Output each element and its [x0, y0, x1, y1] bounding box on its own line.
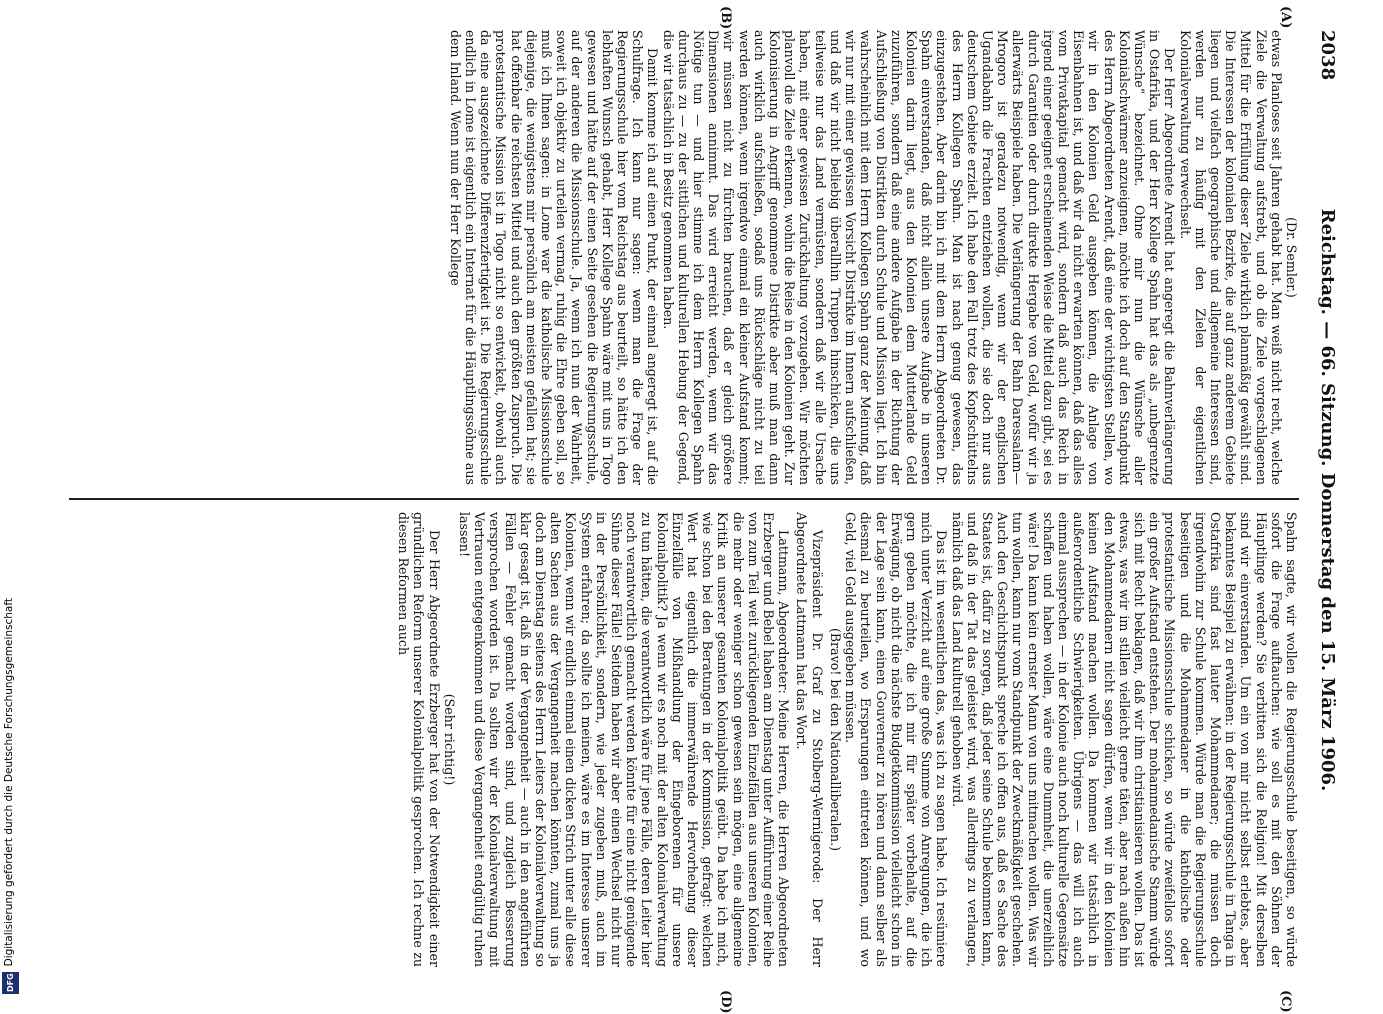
running-title: Reichstag. — 66. Sitzung. Donnerstag den 15. März 1906. [1317, 208, 1339, 792]
applause-note: (Bravo! bei den Nationalliberalen.) [827, 627, 843, 852]
column-divider [69, 498, 1299, 500]
dfg-logo: DFG [2, 972, 19, 994]
paragraph: Der Herr Abgeordnete Erzberger hat von der Notwendigkeit einer gründlichen Reform unserer Kolonialpolitik gesprochen. Ich rechne zu diesen Reformen auch [396, 512, 442, 967]
rotated-newspaper-page [55, 6, 1345, 1014]
vice-president-line: Vizepräsident Dr. Graf zu Stolberg-Wernigerode: Der Herr Abgeordnete Lattmann hat das Wort. [794, 512, 825, 967]
section-mark-a: (A) [1278, 6, 1293, 29]
page-number: 2038 [1317, 30, 1339, 81]
paragraph: Der Herr Abgeordnete Arendt hat angeregt die Bahnverlängerung in Ostafrika, und der Herr Kollege Spahn hat das als „unbegrenzte Wünsche“ bezeichnet. Ohne mir nun die Wünsche aller Kolonialschwärmer anzueignen, möchte ich doch auf den Standpunkt des Herrn Abgeordneten Arendt, daß eine der wichtigsten Stellen, wo wir in den Kolonien Geld ausgeben können, die Anlage von Eisenbahnen ist, und daß wir da nicht erwarten können, daß das alles vom Privatkapital gemacht wird, sondern daß auch das Reich in irgend einer geeignet erscheinenden Weise die Mittel dazu gibt, sei es durch Garantien oder durch direkte Hergabe von Geld, wofür wir ja allerwärts Beispiele haben. Die Verlängerung der Bahn Daressalam—Mrogoro ist geradezu notwendig, wenn wir der englischen Ugandabahn die Frachten entziehen wollen, die sie doch nur aus deutschem Gebiete erzielt. Ich habe den Fall trotz des Kopfschüttelns des Herrn Kollegen Spahn. Man ist nach genug gewesen, das einzugestehen. Aber darin bin ich mit dem Herrn Abgeordneten Dr. Spahn einverstanden, daß nicht allein unsere Aufgabe in unseren Kolonien darin liegt, aus den Kolonien dem Mutterlande Geld zuzuführen, sondern daß eine andere Aufgabe in der Richtung der Aufschließung von Distrikten durch Schule und Mission liegt. Ich bin wahrscheinlich mit dem Herrn Kollegen Spahn ganz der Meinung, daß wir nur mit einer gewissen Vorsicht Distrikte im Innern aufschließen, und daß wir nicht beliebig überallhin Truppen hinschicken, die uns teilweise nur das Land vermüsten, sondern daß wir alle Ursache haben, mit einer gewissen Zurückhaltung vorzugehen. Wir möchten planvoll die Ziele erkennen, wohin die Reise in den Kolonien geht. Zur Kolonisierung in Angriff genommene Distrikte aber muß man dann auch wirklich aufschließen, sodaß uns Rückschläge nicht zu teil werden können, wenn irgendwo einmal ein kleiner Aufstand kommt; wir müssen nicht zu fürchten brauchen, daß er gleich größere Dimensionen annimmt. Das wird erreicht werden, wenn wir das Nötige tun — und hier stimme ich dem Herrn Kollegen Spahn durchaus zu — zu der sittlichen und kulturellen Hebung der Gegend, die wir tatsächlich in Besitz genommen haben. [660, 30, 1178, 485]
paragraph: etwas Planloses seit Jahren gehabt hat. Man weiß nicht recht, welche Ziele die Verwaltung aufstrebt, und ob die Ziele vorgeschlagenen Mittel für die Erfüllung dieser Ziele wirklich planmäßig gewählt sind. Die Interessen der kolonialen Bezirke, die auf ganz anderem Gebiete liegen und vielfach geographische und allgemeine Interessen sind, werden nur zu häufig mit den Zielen der eigentlichen Kolonialverwaltung verwechselt. [1177, 30, 1284, 485]
page-header [1311, 20, 1345, 980]
section-mark-d: (D) [718, 990, 733, 1014]
paragraph: Spahn sagte, wir wollen die Regierungsschule beseitigen, so würde sofort die Frage auftauchen: wie soll es mit den Söhnen der Häuptlinge werden? Sie verbitten sich die Religion! Mit derselben sind wir einverstanden. Um ein von mir nicht selbst erlebtes, aber bekanntes Beispiel zu erwähnen: in der Regierungsschule in Tanga in Ostafrika sind fast lauter Mohammedaner; die müssen doch irgendwohin zur Schule kommen. Würde man die Regierungsschule beseitigen und die Mohammedaner in die katholische oder protestantische Missionsschule schicken, so würde zweifellos sofort ein großer Aufstand entstehen. Der mohammedanische Stamm würde sich mit Recht beklagen, daß wir ihm christianisieren wollen. Das ist etwas, was wir im stillen vielleicht gerne täten, aber nach außen hin den Mohammedanern nicht sagen dürfen, wenn wir in den Kolonien keinen Aufstand machen wollen. Da kommen wir tatsächlich in außerordentliche Schwierigkeiten. Übrigens — das will ich auch einmal aussprechen — in der Kolonie auch noch kulturelle Gegensätze schaffen und haben wollen, wäre eine Dummheit, die unerzeihlich wäre! Da kann kein ernster Mann von uns mitmachen wollen. Was wir tun wollen, kann nur vom Standpunkt der Zweckmäßigkeit geschehen. Auch den Geschichtspunkt spreche ich offen aus, daß es Sache des Staates ist, dafür zu sorgen, daß jeder seine Schule bekommen kann, und daß in der Tat das geleistet wird, was allerdings zu verlangen, nämlich daß das Land kulturell gehoben wird. [949, 512, 1299, 967]
funding-credit-text: Digitalisierung gefördert durch die Deutsche Forschungsgemeinschaft [3, 597, 15, 966]
speaker-tag: (Dr. Semler.) [1284, 217, 1299, 298]
paragraph: Das ist im wesentlichen das, was ich zu sagen habe. Ich resümiere mich unter Verzicht auf eine große Summe von Anregungen, die ich gern geben möchte, die ich mir für später vorbehalte, auf die Erwägung, ob nicht die nächste Budgetkommission vielleicht schon in der Lage sein kann, einen Gouverneur zu hören und dann selber als diesmal zu beurteilen, wo Ersparungen eintreten können, und wo Geld, viel Geld ausgegeben müssen. [843, 512, 950, 967]
section-mark-c: (C) [1278, 990, 1293, 1013]
lattmann-speech: Lattmann, Abgeordneter: Meine Herren, die Herren Abgeordneten Erzberger und Bebel haben am Dienstag unter Aufführung einer Reihe von zum Teil weit zurückliegenden Einzelfällen aus unseren Kolonien, die mehr oder weniger schon gewesen sein mögen, eine allgemeine Kritik an unserer gesamten Kolonialpolitik geübt. Da habe ich mich, wie schon bei den Beratungen in der Kommission, gefragt: welchen Wert hat eigentlich die immerwährende Hervorhebung dieser Einzelfälle von Mißhandlung der Eingeborenen für unsere Kolonialpolitik? Ja wenn wir es noch mit der alten Kolonialverwaltung zu tun hätten, die verantwortlich wäre für jene Fälle, deren Leiter hier noch verantwortlich gemacht werden könnte für eine nicht genügende Sühne dieser Fälle! Seitdem haben wir aber einen Wechsel nicht nur in der Persönlichkeit, sondern, wie jeder zugeben muß, auch im System erfahren; da sollte ich meinen, wäre es im Interesse unserer Kolonien, wenn wir endlich einmal einen dicken Strich unter alle diese alten Sachen aus der Vergangenheit machen könnten, zumal uns ja doch am Dienstag seitens des Herrn Leiters der Kolonialverwaltung so klar gesagt ist, daß in der Vergangenheit — auch in den angeführten Fällen — Fehler gemacht worden sind, und zugleich Besserung versprochen worden ist. Da sollten wir der Kolonialverwaltung mit Vertrauen entgegenkommen und diese Vergangenheit endgültig ruhen lassen! [457, 512, 792, 967]
paragraph: Damit komme ich auf einen Punkt, der einmal angeregt ist, auf die Schulfrage. Ich kann nur sagen: wenn man die Frage der Regierungsschule hier vom Reichstag aus beurteilt, so hätte ich den lebhaften Wunsch gehabt, Herr Kollege Spahn wäre mit uns in Togo gewesen und hätte auf der einen Seite gesehen die Regierungsschule, auf der anderen die Missionsschule. Ja, wenn ich nun der Wahrheit, soweit ich objektiv zu urteilen vermag, ruhig die Ehre geben soll, so muß ich Ihnen sagen: in Lome war die katholische Missionsschule diejenige, die wenigstens mir persönlich am meisten gefallen hat; sie hat offenbar die reichsten Mittel und auch den größten Zuspruch. Die protestantische Mission ist in Togo nicht so entwickelt, obwohl auch da eine ausgezeichnete Differenzfertigkeit ist. Die Regierungsschule endlich in Lome ist eigentlich ein Internat für die Häuptlingssöhne aus dem Inland. Wenn nun der Herr Kollege [447, 30, 661, 485]
digitization-credit-strip [0, 0, 22, 1000]
section-mark-b: (B) [718, 6, 733, 30]
interjection: (Sehr richtig!) [441, 693, 457, 786]
right-column [79, 512, 1299, 967]
left-column [79, 30, 1299, 485]
